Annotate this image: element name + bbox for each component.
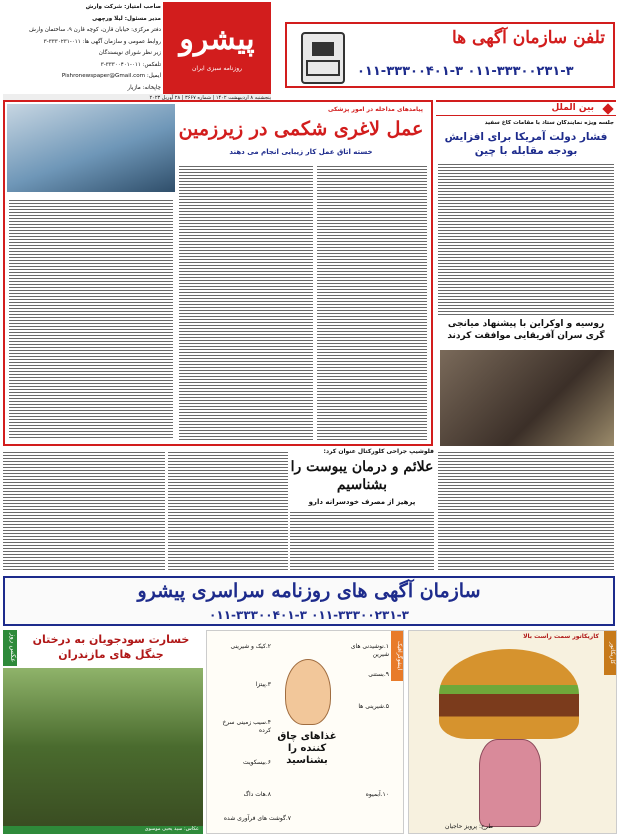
intl-body2 [438, 450, 614, 570]
cartoon [408, 630, 617, 834]
intl-photo [440, 350, 614, 446]
info-line: مدیر مسئول: لیلا ورچهی [92, 15, 161, 22]
feature-body-left [9, 198, 173, 440]
diamond-icon [602, 103, 613, 114]
feature-body-mid [179, 164, 313, 440]
food-item: ۴.سیب زمینی سرخ کرده [222, 719, 271, 734]
info-line: زیر نظر شورای نویسندگان [98, 50, 161, 56]
food-item: ۵.شیرینی ها [358, 703, 389, 710]
info-line: صاحب امتیاز: شرکت وارش [85, 4, 161, 10]
info-line: روابط عمومی و سازمان آگهی ها: ۰۱۱-۳۳۳۰۲۳۱-۳ [43, 38, 161, 45]
food-item: ۶.بیسکویت [243, 759, 271, 766]
feature-box [3, 100, 433, 446]
photo-news [3, 630, 203, 834]
health-headline: علائم و درمان یبوست را بشناسیم [290, 459, 434, 493]
cartoon-credit: طرح: پرویز حاجیان [445, 823, 493, 830]
forest-photo [3, 668, 203, 826]
info-line: تلفکس: ۰۱۱-۳۳۳۰۰۴۰۱-۳ [100, 61, 161, 68]
issue-line: پنجشنبه ۸ اردیبهشت ۱۴۰۲ | شماره ۳۶۶۷ | ۲۸ آوریل ۲۰۲۳ [3, 94, 271, 102]
photo-news-label: عکس روز [3, 630, 17, 666]
masthead-info [3, 2, 161, 97]
food-item: ۱۰.آبمیوه [365, 791, 389, 798]
feature-sub: خسته اتاق عمل کار زیبایی انجام می دهند [229, 148, 373, 156]
left-column-body [3, 450, 165, 572]
chubby-figure [285, 659, 331, 725]
ad-bottom-box [3, 576, 615, 626]
ad-bottom-title: سازمان آگهی های روزنامه سراسری پیشرو [137, 580, 481, 602]
intl-kicker: جلسه ویژه نمایندگان ستاد با مقامات کاخ سفید [484, 120, 614, 126]
info-line: ایمیل: Pishronewspaper@Gmail.com [61, 73, 161, 79]
logo-text: پیشرو [179, 22, 255, 57]
health-kicker: فلوشیپ جراحی کلورکتال عنوان کرد: [323, 448, 434, 455]
food-item: ۳.پیتزا [255, 681, 271, 688]
cartoon-label: کاریکاتور [604, 631, 616, 675]
info-line: چاپخانه: مازیار [127, 84, 161, 91]
ad-top-box [285, 22, 615, 88]
masthead-logo [163, 2, 271, 94]
food-item: ۲.کیک و شیرینی [230, 643, 271, 650]
infographic-label: اینفوگرافیک [391, 631, 403, 681]
photo-news-headline: خسارت سودجویان به درختان جنگل های مازندران [32, 633, 190, 661]
section-title: بین الملل [551, 103, 594, 113]
info-line: دفتر مرکزی: خیابان قارن، کوچه قارن ۹، ساختمان وارش [29, 27, 161, 33]
feature-body-right [317, 164, 427, 440]
food-item: ۹.بستنی [368, 671, 389, 678]
intl-headline2: روسیه و اوکراین با پیشنهاد میانجی گری سران آفریقایی موافقت کردند [447, 319, 605, 341]
food-item: ۱.نوشیدنی های شیرین [350, 643, 389, 658]
tagline: روزنامه سبزی ایران [191, 65, 242, 72]
intl-headline: فشار دولت آمریکا برای افزایش بودجه مقابله با چین [444, 131, 608, 157]
intl-section-bar [436, 100, 616, 116]
figure-illustration [479, 739, 541, 827]
feature-photo [7, 104, 175, 192]
infographic [206, 630, 404, 834]
infographic-title: غذاهای چاق کننده را بشناسید [277, 731, 337, 766]
food-item: ۷.گوشت های فرآوری شده [223, 815, 291, 822]
ad-top-title: تلفن سازمان آگهی ها [451, 28, 605, 48]
intl-body [438, 162, 614, 316]
health-body-right [290, 510, 434, 572]
cartoon-title: کاریکاتور سمت راست بالا [523, 633, 599, 640]
health-byline: پرهیز از مصرف خودسرانه دارو [308, 498, 416, 506]
ad-top-phones: ۰۱۱-۳۳۳۰۰۲۳۱-۳ ۰۱۱-۳۳۳۰۰۴۰۱-۳ [357, 64, 574, 79]
burger-illustration [439, 649, 579, 739]
photo-caption: عکاس: سید یحیی موسوی [3, 826, 203, 834]
fax-icon [301, 32, 345, 84]
health-body-left [168, 450, 288, 572]
ad-bottom-phones: ۰۱۱-۳۳۳۰۰۲۳۱-۳ ۰۱۱-۳۳۳۰۰۴۰۱-۳ [209, 608, 409, 622]
feature-kicker: پیامدهای مداخله در امور پزشکی [327, 106, 423, 113]
feature-headline: عمل لاغری شکمی در زیرزمین [178, 118, 424, 140]
food-item: ۸.هات داگ [243, 791, 271, 798]
